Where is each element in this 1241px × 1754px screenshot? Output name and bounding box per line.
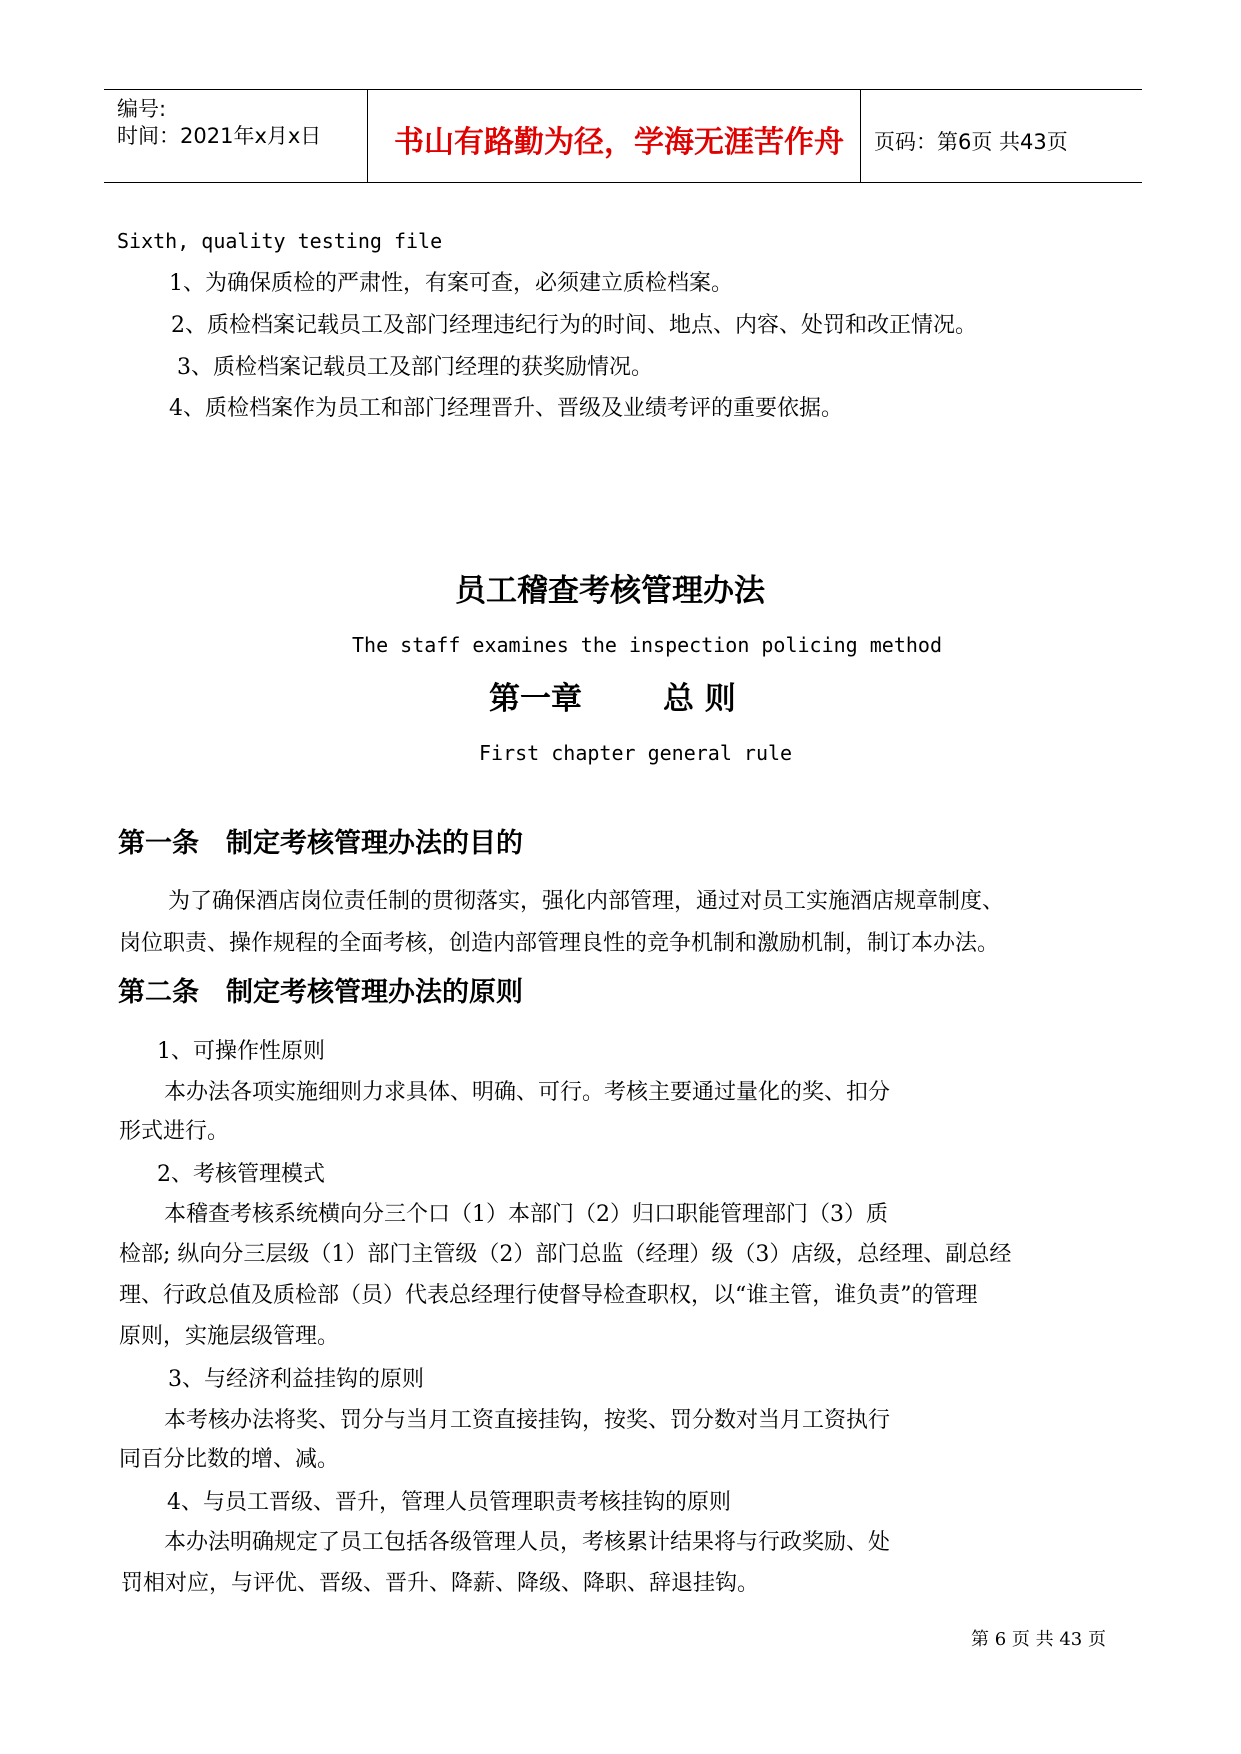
paragraph-line: 形式进行。 — [119, 1119, 230, 1144]
section-title-en: Sixth, quality testing file — [117, 229, 443, 253]
article-heading: 第二条 制定考核管理办法的原则 — [118, 977, 523, 1008]
paragraph-line: 1、可操作性原则 — [157, 1039, 325, 1064]
list-item: 4、质检档案作为员工和部门经理晋升、晋级及业绩考评的重要依据。 — [169, 396, 843, 421]
paragraph-line: 岗位职责、操作规程的全面考核，创造内部管理良性的竞争机制和激励机制，制订本办法。 — [119, 931, 1000, 956]
header-motto: 书山有路勤为径，学海无涯苦作舟 — [394, 125, 844, 160]
chapter-title: 总 则 — [663, 681, 736, 717]
header-top-rule — [104, 89, 1142, 90]
paragraph-line: 本稽查考核系统横向分三个口（1）本部门（2）归口职能管理部门（3）质 — [164, 1202, 888, 1227]
paragraph-line: 本办法各项实施细则力求具体、明确、可行。考核主要通过量化的奖、扣分 — [164, 1080, 891, 1105]
header-bottom-rule — [104, 182, 1142, 183]
paragraph-line: 为了确保酒店岗位责任制的贯彻落实，强化内部管理，通过对员工实施酒店规章制度、 — [168, 889, 1005, 914]
paragraph-line: 本办法明确规定了员工包括各级管理人员，考核累计结果将与行政奖励、处 — [164, 1530, 891, 1555]
page-footer: 第 6 页 共 43 页 — [971, 1629, 1106, 1650]
paragraph-line: 理、行政总值及质检部（员）代表总经理行使督导检查职权，以“谁主管，谁负责”的管理 — [119, 1283, 978, 1308]
header-divider-left — [367, 89, 368, 183]
document-title-en: The staff examines the inspection policing method — [352, 633, 943, 657]
list-item: 2、质检档案记载员工及部门经理违纪行为的时间、地点、内容、处罚和改正情况。 — [171, 313, 977, 338]
paragraph-line: 检部; 纵向分三层级（1）部门主管级（2）部门总监（经理）级（3）店级，总经理、副总经 — [119, 1242, 1012, 1267]
paragraph-line: 本考核办法将奖、罚分与当月工资直接挂钩，按奖、罚分数对当月工资执行 — [164, 1408, 891, 1433]
time-label: 时间：2021年x月x日 — [117, 124, 322, 148]
paragraph-line: 3、与经济利益挂钩的原则 — [168, 1367, 424, 1392]
paragraph-line: 罚相对应，与评优、晋级、晋升、降薪、降级、降职、辞退挂钩。 — [121, 1571, 760, 1596]
paragraph-line: 同百分比数的增、减。 — [119, 1447, 340, 1472]
paragraph-line: 原则，实施层级管理。 — [119, 1324, 340, 1349]
paragraph-line: 4、与员工晋级、晋升，管理人员管理职责考核挂钩的原则 — [167, 1490, 731, 1515]
serial-label: 编号: — [117, 97, 167, 121]
header-divider-right — [860, 89, 861, 183]
list-item: 1、为确保质检的严肃性，有案可查，必须建立质检档案。 — [169, 271, 733, 296]
document-title: 员工稽查考核管理办法 — [455, 573, 765, 609]
chapter-title-en: First chapter general rule — [479, 741, 793, 765]
chapter-number: 第一章 — [489, 681, 582, 717]
paragraph-line: 2、考核管理模式 — [157, 1162, 325, 1187]
article-heading: 第一条 制定考核管理办法的目的 — [118, 828, 523, 859]
page-label: 页码：第6页 共43页 — [874, 130, 1068, 154]
list-item: 3、质检档案记载员工及部门经理的获奖励情况。 — [177, 355, 653, 380]
